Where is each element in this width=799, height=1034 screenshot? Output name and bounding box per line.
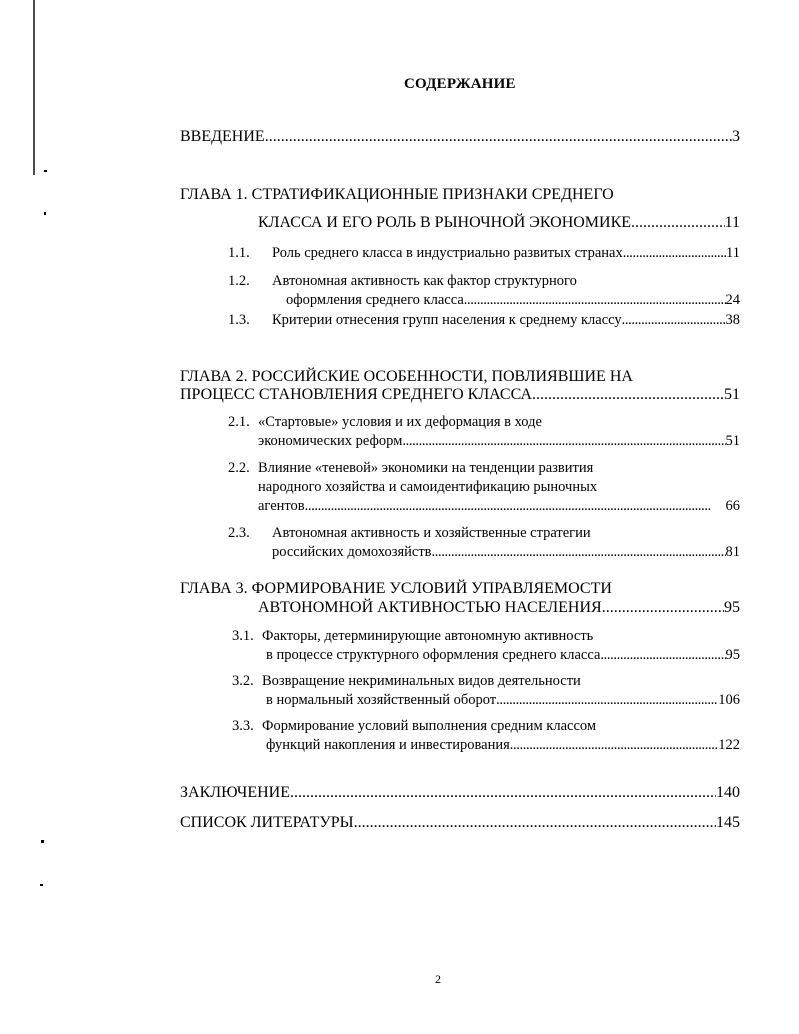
scan-speck <box>41 840 44 843</box>
toc-leader <box>496 692 718 709</box>
toc-entry-1-2 <box>286 292 740 309</box>
toc-leader <box>290 784 716 802</box>
chapter-3-heading-cont <box>258 599 740 617</box>
section-num: 3.3. <box>232 718 254 734</box>
toc-entry-2-2 <box>258 498 740 515</box>
toc-page: 81 <box>725 544 740 560</box>
toc-leader <box>510 737 718 754</box>
toc-page: 51 <box>725 433 740 449</box>
section-num: 1.2. <box>228 273 250 289</box>
toc-entry-3-1 <box>266 647 740 664</box>
scan-speck <box>40 884 43 886</box>
toc-entry-2-1 <box>258 433 740 450</box>
toc-label: оформления среднего класса <box>286 292 464 308</box>
toc-leader <box>432 544 726 561</box>
toc-page: 51 <box>724 386 740 403</box>
chapter-3-heading: ГЛАВА 3. ФОРМИРОВАНИЕ УСЛОВИЙ УПРАВЛЯЕМОСТИ <box>180 580 612 597</box>
toc-label: ЗАКЛЮЧЕНИЕ <box>180 784 290 801</box>
toc-label: СПИСОК ЛИТЕРАТУРЫ <box>180 814 354 831</box>
toc-entry-2-2-line1: Влияние «теневой» экономики на тенденции развития <box>258 460 594 476</box>
toc-label: КЛАССА И ЕГО РОЛЬ В РЫНОЧНОЙ ЭКОНОМИКЕ <box>258 214 632 231</box>
toc-entry-3-3-line1: Формирование условий выполнения средним классом <box>262 718 597 734</box>
scan-speck <box>44 170 47 172</box>
scan-edge-line <box>33 0 35 175</box>
toc-label: российских домохозяйств <box>272 544 432 560</box>
toc-entry-1-2-line1: Автономная активность как фактор структурного <box>272 273 577 289</box>
toc-leader <box>305 498 726 515</box>
toc-leader <box>631 214 725 232</box>
chapter-2-heading: ГЛАВА 2. РОССИЙСКИЕ ОСОБЕННОСТИ, ПОВЛИЯВШИЕ НА <box>180 368 633 385</box>
toc-leader <box>622 312 726 329</box>
chapter-1-heading: ГЛАВА 1. СТРАТИФИКАЦИОННЫЕ ПРИЗНАКИ СРЕДНЕГО <box>180 186 614 203</box>
toc-page: 95 <box>724 599 740 616</box>
toc-label: экономических реформ <box>258 433 403 449</box>
section-num: 3.1. <box>232 628 254 644</box>
page-title: СОДЕРЖАНИЕ <box>404 76 516 92</box>
toc-page: 38 <box>725 312 740 328</box>
toc-page: 3 <box>732 128 740 145</box>
toc-page: 11 <box>726 245 740 261</box>
section-num: 1.3. <box>228 312 250 328</box>
toc-page: 95 <box>725 647 740 663</box>
toc-entry-3-1-line1: Факторы, детерминирующие автономную активность <box>262 628 594 644</box>
chapter-1-heading-cont <box>258 214 740 232</box>
toc-entry-intro <box>180 128 740 146</box>
page-number: 2 <box>435 972 441 986</box>
toc-leader <box>532 386 724 404</box>
toc-leader <box>265 128 732 146</box>
section-num: 2.3. <box>228 525 250 541</box>
toc-entry-3-3 <box>266 737 740 754</box>
section-num: 3.2. <box>232 673 254 689</box>
scan-speck <box>44 212 46 215</box>
toc-entry-3-2 <box>266 692 740 709</box>
toc-entry-conclusion <box>180 784 740 802</box>
toc-entry-references <box>180 814 740 832</box>
toc-leader <box>402 433 725 450</box>
toc-label: Роль среднего класса в индустриально развитых странах <box>272 245 623 261</box>
section-num: 1.1. <box>228 245 250 261</box>
toc-entry-2-3-line1: Автономная активность и хозяйственные стратегии <box>272 525 591 541</box>
toc-page: 11 <box>724 214 740 231</box>
toc-label: функций накопления и инвестирования <box>266 737 510 753</box>
toc-label: ВВЕДЕНИЕ <box>180 128 265 145</box>
toc-entry-2-1-line1: «Стартовые» условия и их деформация в ходе <box>258 414 542 430</box>
toc-entry-2-2-line2: народного хозяйства и самоидентификацию рыночных <box>258 479 598 495</box>
toc-label: АВТОНОМНОЙ АКТИВНОСТЬЮ НАСЕЛЕНИЯ <box>258 599 602 616</box>
toc-page: 66 <box>725 498 740 514</box>
toc-page: 140 <box>716 784 740 801</box>
toc-label: агентов <box>258 498 305 514</box>
toc-leader <box>602 599 724 617</box>
toc-entry-2-3 <box>272 544 740 561</box>
toc-entry-1-1 <box>272 245 740 262</box>
toc-leader <box>600 647 725 664</box>
toc-label: в нормальный хозяйственный оборот <box>266 692 497 708</box>
chapter-2-heading-cont <box>180 386 740 404</box>
toc-page: 24 <box>725 292 740 308</box>
section-num: 2.2. <box>228 460 250 476</box>
toc-leader <box>464 292 726 309</box>
toc-label: в процессе структурного оформления среднего класса <box>266 647 601 663</box>
toc-page: 145 <box>716 814 740 831</box>
toc-entry-1-3 <box>272 312 740 329</box>
toc-label: ПРОЦЕСС СТАНОВЛЕНИЯ СРЕДНЕГО КЛАССА <box>180 386 533 403</box>
toc-entry-3-2-line1: Возвращение некриминальных видов деятельности <box>262 673 581 689</box>
toc-leader <box>623 245 726 262</box>
toc-leader <box>354 814 716 832</box>
section-num: 2.1. <box>228 414 250 430</box>
toc-label: Критерии отнесения групп населения к среднему классу <box>272 312 622 328</box>
toc-page: 106 <box>718 692 740 708</box>
toc-page: 122 <box>718 737 740 753</box>
